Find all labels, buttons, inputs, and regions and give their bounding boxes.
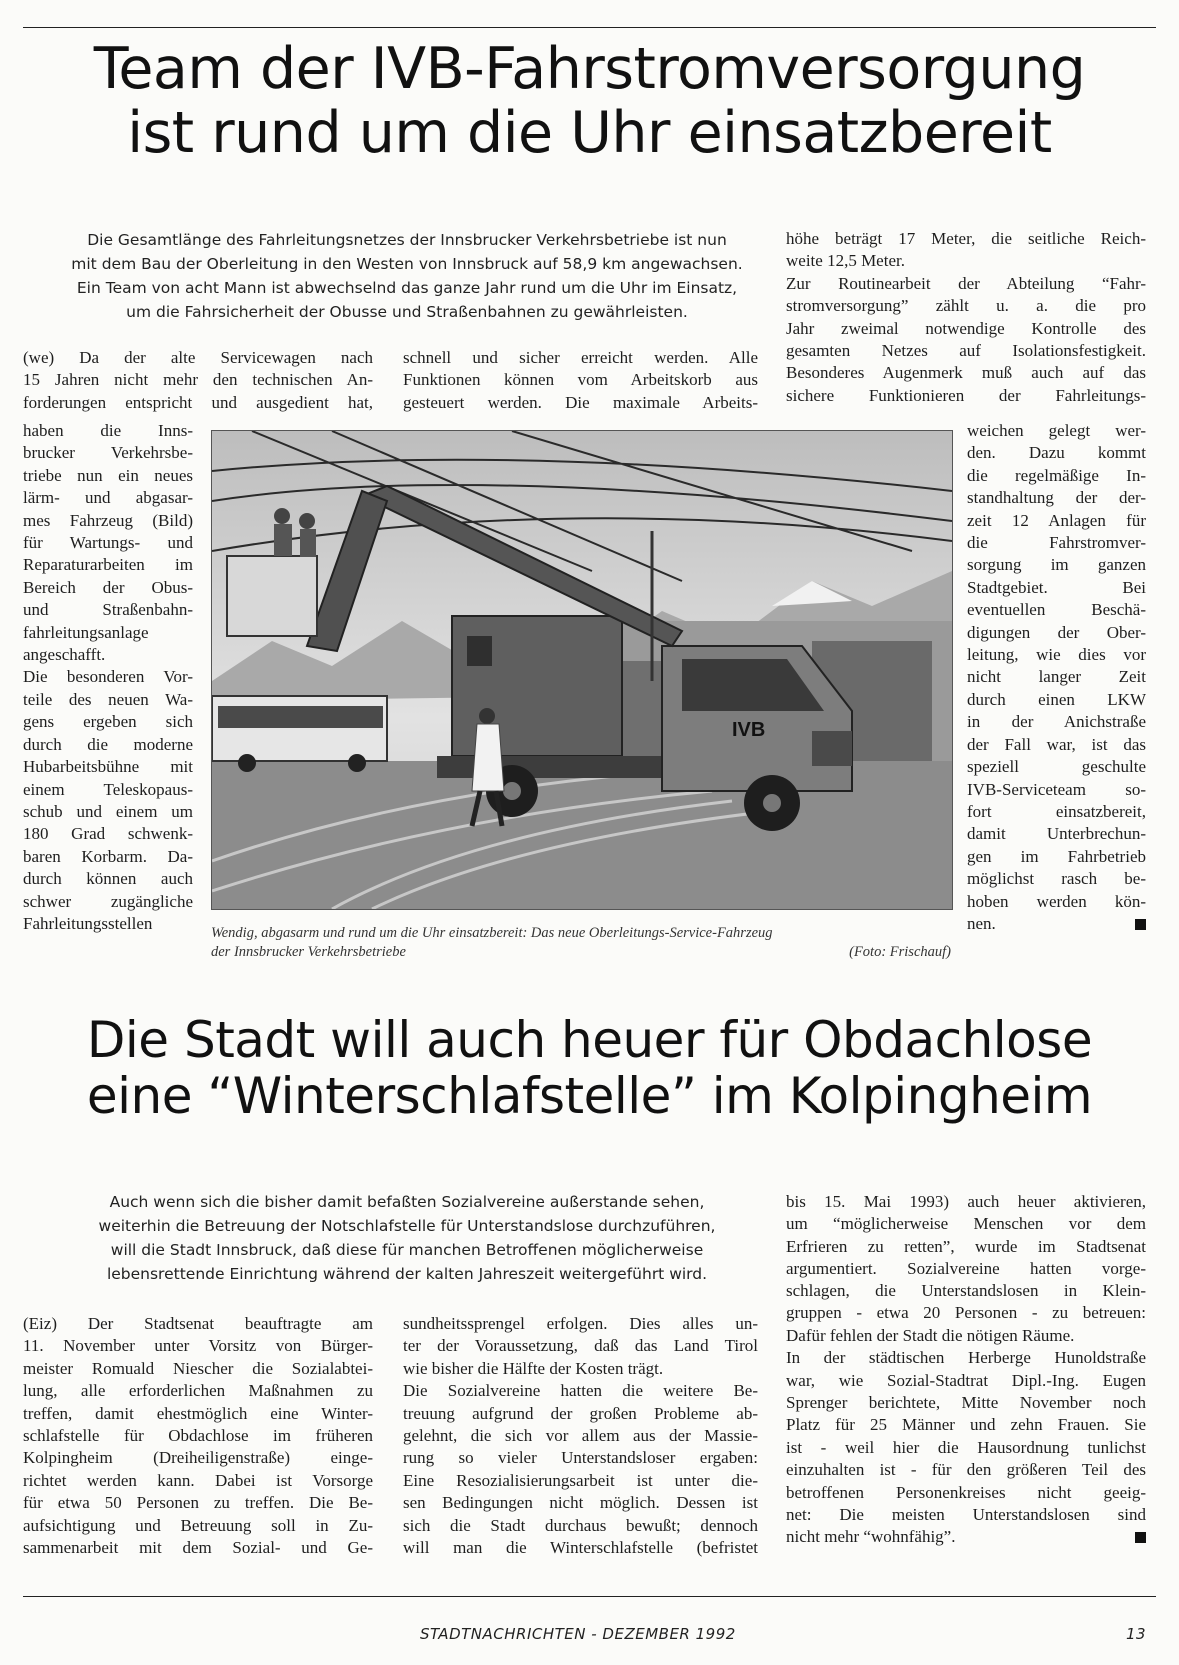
text-line: für Wartungs- und	[23, 533, 193, 553]
photo-truck-hubcap	[503, 782, 521, 800]
text-line: 15 Jahren nicht mehr den technischen An-	[23, 370, 373, 390]
text-line: der Fall war, ist das	[967, 734, 1146, 754]
text-line: gelehnt, die sich vor allem aus der Massie-	[403, 1426, 758, 1446]
text-line: (we) Da der alte Servicewagen nach	[23, 348, 373, 367]
text-line: Eine Resozialisierungsarbeit ist unter die-	[403, 1470, 758, 1490]
end-of-article-mark	[1135, 1532, 1146, 1543]
text-line: teile des neuen Wa-	[23, 689, 193, 709]
text-line: wie bisher die Hälfte der Kosten trägt.	[403, 1358, 664, 1378]
text-line: Kolpingheim (Dreiheiligenstraße) einge-	[23, 1448, 373, 1468]
text-line: In der städtischen Herberge Hunoldstraße	[786, 1348, 1146, 1368]
text-line: Zur Routinearbeit der Abteilung “Fahr-	[786, 273, 1146, 293]
article2-headline-line: eine “Winterschlafstelle” im Kolpingheim	[86, 1067, 1093, 1125]
bottom-rule	[23, 1596, 1156, 1597]
text-line: ist - weil hier die Hausordnung tunlichst	[786, 1437, 1146, 1457]
article1-col3-top	[786, 228, 1146, 407]
text-line: leitung, wie dies vor	[967, 645, 1146, 665]
text-line: zeit 12 Anlagen für	[967, 510, 1146, 530]
text-line: Stadtgebiet. Bei	[967, 577, 1146, 597]
photo-work-basket	[227, 556, 317, 636]
text-line: IVB-Serviceteam so-	[967, 779, 1146, 799]
lead-line: mit dem Bau der Oberleitung in den Westen von Innsbruck auf 58,9 km angewachsen.	[71, 255, 743, 273]
text-line: fahrleitungsanlage	[23, 622, 149, 642]
text-line: die regelmäßige In-	[967, 465, 1146, 485]
text-line: schnell und sicher erreicht werden. Alle	[403, 348, 758, 367]
photo-worker-body	[300, 529, 316, 557]
text-line: Hubarbeitsbühne mit	[23, 757, 193, 777]
article1-col1-narrow	[23, 420, 193, 935]
photo-ground-worker-head	[479, 708, 495, 724]
photo-truck-hubcap	[763, 794, 781, 812]
text-line: 11. November unter Vorsitz von Bürger-	[23, 1336, 373, 1356]
text-line: durch die moderne	[23, 734, 193, 754]
text-line: baren Korbarm. Da-	[23, 846, 193, 866]
article1-col1-top	[23, 347, 373, 414]
text-line: digungen der Ober-	[967, 622, 1146, 642]
text-line: weite 12,5 Meter.	[786, 251, 905, 271]
text-line: Bereich der Obus-	[23, 577, 193, 597]
text-line: einzuhalten ist - für den größeren Teil des	[786, 1460, 1146, 1480]
caption-line-2	[211, 943, 951, 962]
text-line: schub und einem um	[23, 801, 193, 821]
caption-line: Wendig, abgasarm und rund um die Uhr einsatzbereit: Das neue Oberleitungs-Service-Fahrzeug	[211, 925, 773, 941]
photo-credit: (Foto: Frischauf)	[849, 944, 951, 960]
text-line: richtet werden kann. Dabei ist Vorsorge	[23, 1470, 373, 1490]
text-line: eventuellen Beschä-	[967, 600, 1146, 620]
text-line: weichen gelegt wer-	[967, 421, 1146, 440]
photo-worker-head	[299, 513, 315, 529]
text-line: haben die Inns-	[23, 421, 193, 440]
text-line: und Straßenbahn-	[23, 600, 193, 620]
text-line: durch können auch	[23, 869, 193, 889]
text-line-end: nicht mehr “wohnfähig”.	[786, 1527, 956, 1547]
text-line: um “möglicherweise Menschen vor dem	[786, 1214, 1146, 1234]
text-line: net: Die meisten Unterstandslosen sind	[786, 1505, 1146, 1525]
text-line	[967, 913, 1146, 935]
text-line: sichere Funktionieren der Fahrleitungs-	[786, 385, 1146, 405]
text-line	[786, 1526, 1146, 1548]
article1-lead	[23, 228, 791, 324]
photo-truck-logo: IVB	[732, 719, 766, 741]
text-line: sich die Stadt durchaus bewußt; dennoch	[403, 1515, 758, 1535]
text-line: Erfrieren zu retten”, wurde im Stadtsenat	[786, 1236, 1146, 1256]
text-line: lärm- und abgasar-	[23, 488, 193, 508]
text-line: war, wie Sozial-Stadtrat Dipl.-Ing. Eugen	[786, 1370, 1146, 1390]
text-line: Funktionen können vom Arbeitskorb aus	[403, 370, 758, 390]
text-line: höhe beträgt 17 Meter, die seitliche Reich-	[786, 229, 1146, 248]
text-line: sen Bedingungen nicht möglich. Dessen ist	[403, 1493, 758, 1513]
article1-headline-line: Team der IVB-Fahrstromversorgung	[93, 36, 1086, 102]
photo-caption	[211, 924, 951, 962]
top-rule	[23, 27, 1156, 28]
text-line: Fahrleitungsstellen	[23, 913, 153, 933]
text-line: schlagen, die Unterstandslosen in Klein-	[786, 1281, 1146, 1300]
text-line: Platz für 25 Männer und zehn Frauen. Sie	[786, 1415, 1146, 1435]
text-line: die Fahrstromver-	[967, 533, 1146, 553]
article1-col3-narrow	[967, 420, 1146, 935]
text-line: möglichst rasch be-	[967, 869, 1146, 889]
text-line: einem Teleskopaus-	[23, 779, 193, 799]
text-line: brucker Verkehrsbe-	[23, 443, 193, 463]
text-line: bis 15. Mai 1993) auch heuer aktivieren,	[786, 1192, 1146, 1211]
footer-publication: STADTNACHRICHTEN - DEZEMBER 1992	[420, 1625, 736, 1643]
text-line: hoben werden kön-	[967, 891, 1146, 911]
lead-line: lebensrettende Einrichtung während der kalten Jahreszeit weitergeführt wird.	[106, 1265, 708, 1283]
article2-headline-line: Die Stadt will auch heuer für Obdachlose	[86, 1011, 1093, 1069]
text-line: Jahr zweimal notwendige Kontrolle des	[786, 318, 1146, 338]
text-line: gesteuert werden. Die maximale Arbeits-	[403, 392, 758, 412]
text-line: gesamten Netzes auf Isolationsfestigkeit.	[786, 341, 1146, 361]
text-line: fort einsatzbereit,	[967, 801, 1146, 821]
text-line: Die besonderen Vor-	[23, 667, 193, 687]
text-line: Dafür fehlen der Stadt die nötigen Räume.	[786, 1325, 1075, 1345]
article2-col3-top	[786, 1191, 1146, 1281]
article2-col2	[403, 1313, 758, 1559]
text-line: Besonderes Augenmerk muß auch auf das	[786, 363, 1146, 383]
text-line: stromversorgung” zählt u. a. die pro	[786, 296, 1146, 316]
text-line: lung, alle erforderlichen Maßnahmen zu	[23, 1381, 373, 1401]
article1-headline	[23, 38, 1156, 166]
text-line-end: nen.	[967, 913, 996, 933]
text-line: schlafstelle für Obdachlose im früheren	[23, 1426, 373, 1446]
article2-col1	[23, 1313, 373, 1559]
article-photo	[211, 430, 953, 910]
lead-line: Die Gesamtlänge des Fahrleitungsnetzes der Innsbrucker Verkehrsbetriebe ist nun	[87, 231, 727, 249]
text-line: den. Dazu kommt	[967, 443, 1146, 463]
end-of-article-mark	[1135, 919, 1146, 930]
article2-headline	[23, 1012, 1156, 1124]
photo-worker-head	[274, 508, 290, 524]
text-line: gens ergeben sich	[23, 712, 193, 732]
text-line: sammenarbeit mit dem Sozial- und Ge-	[23, 1538, 373, 1558]
lead-line: weiterhin die Betreuung der Notschlafstelle für Unterstandslose durchzuführen,	[98, 1217, 716, 1235]
photo-truck-grille	[812, 731, 852, 766]
text-line: gen im Fahrbetrieb	[967, 846, 1146, 866]
text-line: sundheitssprengel erfolgen. Dies alles un-	[403, 1314, 758, 1333]
text-line: will man die Winterschlafstelle (befristet	[403, 1538, 758, 1558]
text-line: für etwa 50 Personen zu treffen. Die Be-	[23, 1493, 373, 1513]
text-line: Sprenger berichtete, Mitte November noch	[786, 1393, 1146, 1413]
text-line: betroffenen Personenkreises nicht geeig-	[786, 1482, 1146, 1502]
text-line: mes Fahrzeug (Bild)	[23, 510, 193, 530]
text-line: nicht langer Zeit	[967, 667, 1146, 687]
text-line: (Eiz) Der Stadtsenat beauftragte am	[23, 1314, 373, 1333]
text-line: in der Anichstraße	[967, 712, 1146, 732]
text-line: 180 Grad schwenk-	[23, 824, 193, 844]
lead-line: Ein Team von acht Mann ist abwechselnd das ganze Jahr rund um die Uhr im Einsatz,	[76, 279, 738, 297]
text-line: argumentiert. Sozialvereine hatten vorge-	[786, 1259, 1146, 1279]
text-line: aufsichtigung und Betreuung soll in Zu-	[23, 1515, 373, 1535]
text-line: angeschafft.	[23, 645, 106, 665]
article2-col3	[786, 1280, 1146, 1549]
text-line: schwer zugängliche	[23, 891, 193, 911]
photo-illustration	[212, 431, 952, 909]
text-line: ter der Voraussetzung, daß das Land Tirol	[403, 1336, 758, 1356]
text-line: sorgung im ganzen	[967, 555, 1146, 575]
lead-line: um die Fahrsicherheit der Obusse und Straßenbahnen zu gewährleisten.	[126, 303, 688, 321]
text-line: rung so vieler Unterstandsloser ergaben:	[403, 1448, 758, 1468]
photo-bus-wheel	[238, 754, 256, 772]
text-line: forderungen entspricht und ausgedient hat,	[23, 392, 373, 412]
photo-worker-body	[274, 524, 292, 556]
text-line: Die Sozialvereine hatten die weitere Be-	[403, 1381, 758, 1401]
lead-line: Auch wenn sich die bisher damit befaßten Sozialvereine außerstande sehen,	[109, 1193, 705, 1211]
text-line: treffen, damit ehestmöglich eine Winter-	[23, 1403, 373, 1423]
text-line: damit Unterbrechun-	[967, 824, 1146, 844]
text-line: gruppen - etwa 20 Personen - zu betreuen:	[786, 1303, 1146, 1323]
article1-headline-line: ist rund um die Uhr einsatzbereit	[127, 99, 1052, 166]
photo-bus-windows	[218, 706, 383, 728]
footer-page-number: 13	[1126, 1625, 1147, 1643]
text-line: triebe nun ein neues	[23, 465, 193, 485]
text-line: treuung aufgrund der großen Probleme ab-	[403, 1403, 758, 1423]
text-line: speziell geschulte	[967, 757, 1146, 777]
photo-truck-box-window	[467, 636, 492, 666]
text-line: durch einen LKW	[967, 689, 1146, 709]
article1-col2-top	[403, 347, 758, 414]
text-line: meister Romuald Niescher die Sozialabtei-	[23, 1358, 373, 1378]
photo-bus	[212, 696, 387, 761]
photo-bus-wheel	[348, 754, 366, 772]
photo-ground-worker-coat	[472, 724, 504, 791]
text-line: standhaltung der der-	[967, 488, 1146, 508]
text-line: Reparaturarbeiten im	[23, 555, 193, 575]
article2-lead	[23, 1190, 791, 1286]
caption-line: der Innsbrucker Verkehrsbetriebe	[211, 944, 406, 960]
lead-line: will die Stadt Innsbruck, daß diese für manchen Betroffenen möglicherweise	[110, 1241, 704, 1259]
